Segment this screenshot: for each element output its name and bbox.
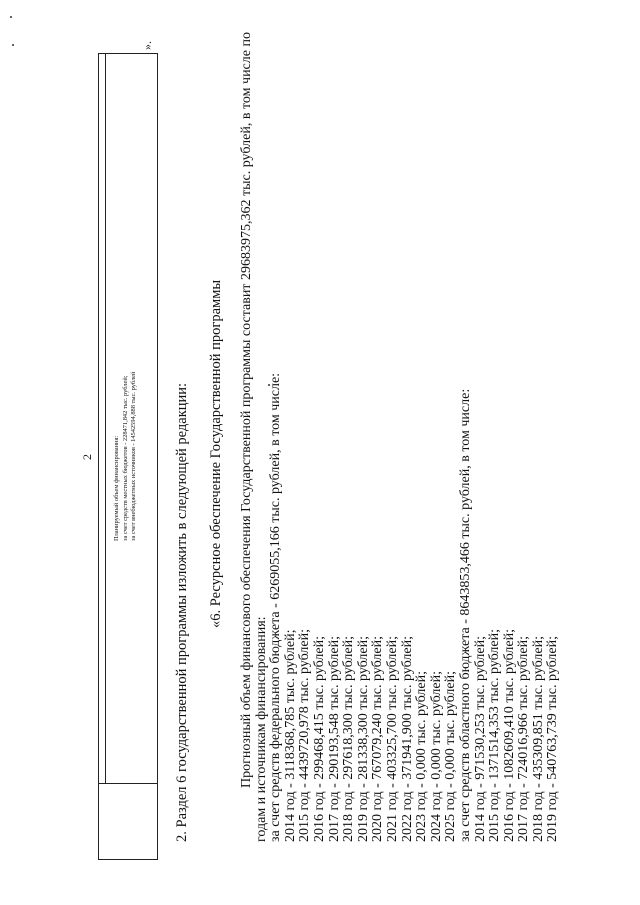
financing-line: 2021 год - 403325,700 тыс. рублей; <box>384 635 400 842</box>
table-divider <box>99 783 157 784</box>
financing-line: 2014 год - 971530,253 тыс. рублей; <box>472 635 488 842</box>
financing-line: 2014 год - 3118368,785 тыс. рублей; <box>282 629 298 842</box>
financing-line: 2023 год - 0,000 тыс. рублей; <box>414 670 430 842</box>
financing-line: 2016 год - 299468,415 тыс. рублей; <box>311 635 327 842</box>
financing-line: 2024 год - 0,000 тыс. рублей; <box>428 670 444 842</box>
closing-quote: ». <box>140 41 154 50</box>
rotated-sheet <box>80 32 620 860</box>
cell-line: Планируемый объем финансирования: <box>113 435 120 541</box>
cell-line: за счет внебюджетных источников - 14542594,888 тыс. рублей <box>130 371 137 541</box>
financing-line: 2025 год - 0,000 тыс. рублей; <box>443 670 459 842</box>
section-heading: «6. Ресурсное обеспечение Государственной программы <box>208 279 224 628</box>
scan-speck <box>12 44 14 46</box>
section-intro: 2. Раздел 6 государственной программы изложить в следующей редакции: <box>174 382 190 842</box>
financing-line: 2015 год - 4439720,978 тыс. рублей; <box>297 628 313 842</box>
program-table-fragment <box>98 53 158 860</box>
financing-line: 2016 год - 1082609,410 тыс. рублей; <box>501 628 517 842</box>
financing-line: 2019 год - 540763,739 тыс. рублей; <box>545 635 561 842</box>
financing-line: 2018 год - 297618,300 тыс. рублей; <box>341 635 357 842</box>
financing-line: 2017 год - 724016,966 тыс. рублей; <box>516 635 532 842</box>
financing-cell <box>113 161 139 541</box>
financing-line: 2015 год - 1371514,353 тыс. рублей; <box>487 628 503 842</box>
intro-paragraph: Прогнозный объем финансового обеспечения Государственной программы составит 29683975,362 тыс. рублей, в том числе по годам и источникам финансирования: <box>239 32 269 842</box>
financing-line: 2022 год - 371941,900 тыс. рублей; <box>399 635 415 842</box>
financing-line: 2018 год - 435309,851 тыс. рублей; <box>530 635 546 842</box>
table-divider <box>105 54 106 784</box>
financing-line: за счет средств федерального бюджета - 6269055,166 тыс. рублей, в том числе: <box>268 372 284 842</box>
page-number: 2 <box>80 454 94 460</box>
financing-line: 2017 год - 290193,548 тыс. рублей; <box>326 635 342 842</box>
document-body <box>240 32 561 842</box>
cell-line: за счет средств местных бюджетов - 228471,842 тыс. рублей; <box>121 375 129 541</box>
financing-lines <box>269 32 561 842</box>
financing-line: 2020 год - 767079,240 тыс. рублей; <box>370 635 386 842</box>
financing-line: за счет средств областного бюджета - 8643853,466 тыс. рублей, в том числе: <box>457 388 473 842</box>
financing-line: 2019 год - 281338,300 тыс. рублей; <box>355 635 371 842</box>
scan-speck <box>10 16 12 18</box>
